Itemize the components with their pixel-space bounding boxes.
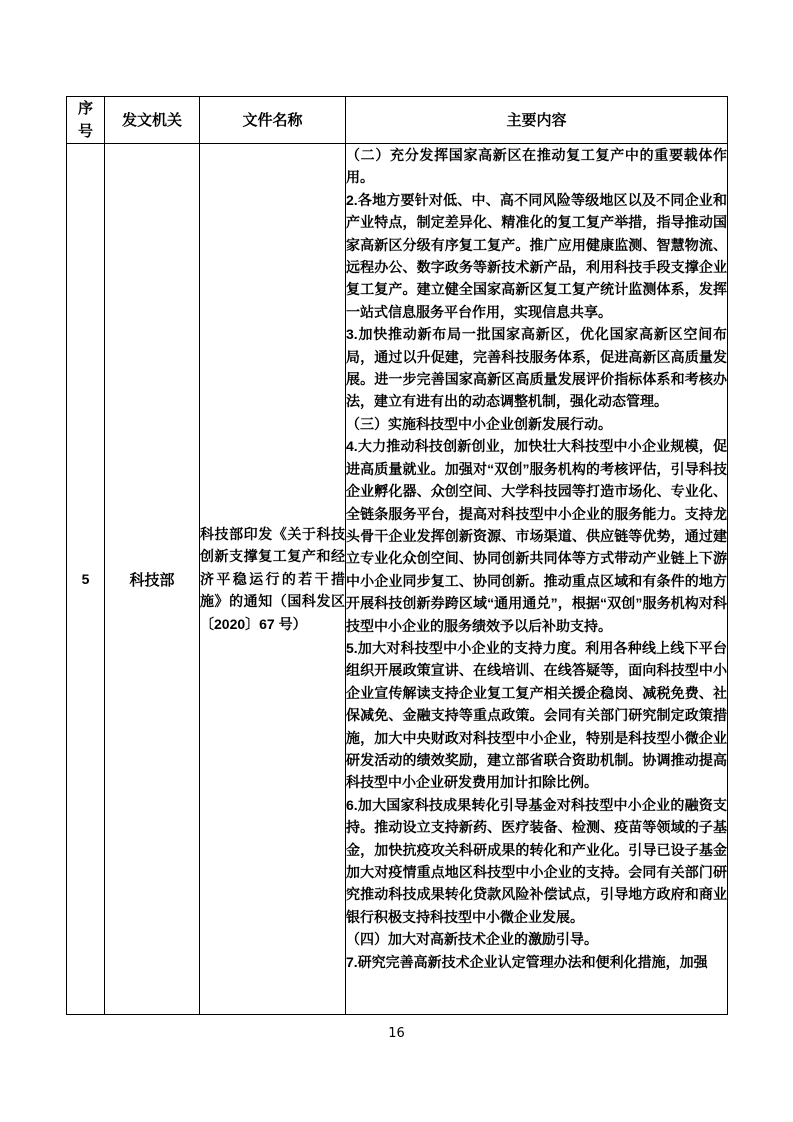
policy-documents-table <box>66 96 728 1015</box>
content-paragraph: （二）充分发挥国家高新区在推动复工复产中的重要载体作用。 <box>346 147 727 186</box>
row-main-content-cell <box>346 144 728 1015</box>
main-content-paragraphs <box>346 144 727 973</box>
content-paragraph: 6.加大国家科技成果转化引导基金对科技型中小企业的融资支持。推动设立支持新药、医疗装备、检测、疫苗等领域的子基金，加快抗疫攻关科研成果的转化和产业化。引导已设子基金加大对疫情重点地区科技型中小企业的支持。会同有关部门研究推动科技成果转化贷款风险补偿试点，引导地方政府和商业银行积极支持科技型中小微企业发展。 <box>346 796 727 925</box>
table-header-row <box>67 97 728 144</box>
column-header-agency: 发文机关 <box>105 97 200 144</box>
column-header-index <box>67 97 105 144</box>
content-paragraph: 3.加快推动新布局一批国家高新区，优化国家高新区空间布局，通过以升促建，完善科技服务体系，促进高新区高质量发展。进一步完善国家高新区高质量发展评价指标体系和考核办法，建立有进有出的动态调整机制，强化动态管理。 <box>346 326 727 410</box>
content-paragraph: 2.各地方要针对低、中、高不同风险等级地区以及不同企业和产业特点，制定差异化、精准化的复工复产举措，指导推动国家高新区分级有序复工复产。推广应用健康监测、智慧物流、远程办公、数字政务等新技术新产品，利用科技手段支撑企业复工复产。建立健全国家高新区复工复产统计监测体系，发挥一站式信息服务平台作用，实现信息共享。 <box>346 191 727 320</box>
column-header-main-content: 主要内容 <box>346 97 728 144</box>
row-index-cell: 5 <box>67 144 105 1015</box>
column-header-document-name: 文件名称 <box>200 97 346 144</box>
content-paragraph: （四）加大对高新技术企业的激励引导。 <box>346 931 598 948</box>
column-header-index-label: 序号 <box>77 100 93 140</box>
table-row <box>67 144 728 1015</box>
page-number: 16 <box>388 1026 405 1041</box>
content-paragraph: 4.大力推动科技创新创业，加快壮大科技型中小企业规模，促进高质量就业。加强对“双创”服务机构的考核评估，引导科技企业孵化器、众创空间、大学科技园等打造市场化、专业化、全链条服务平台，提高对科技型中小企业的服务能力。支持龙头骨干企业发挥创新资源、市场渠道、供应链等优势，通过建立专业化众创空间、协同创新共同体等方式带动产业链上下游中小企业同步复工、协同创新。推动重点区域和有条件的地方开展科技创新券跨区域“通用通兑”，根据“双创”服务机构对科技型中小企业的服务绩效予以后补助支持。 <box>346 438 727 634</box>
row-document-name-cell: 科技部印发《关于科技创新支撑复工复产和经济平稳运行的若干措施》的通知（国科发区〔2020〕67 号） <box>200 144 346 1015</box>
content-paragraph: （三）实施科技型中小企业创新发展行动。 <box>346 415 612 432</box>
row-agency-cell: 科技部 <box>105 144 200 1015</box>
content-paragraph: 7.研究完善高新技术企业认定管理办法和便利化措施，加强 <box>346 953 708 970</box>
content-paragraph: 5.加大对科技型中小企业的支持力度。利用各种线上线下平台组织开展政策宣讲、在线培训、在线答疑等，面向科技型中小企业宣传解读支持企业复工复产相关援企稳岗、减税免费、社保减免、金融支持等重点政策。会同有关部门研究制定政策措施，加大中央财政对科技型中小企业，特别是科技型小微企业研发活动的绩效奖励，建立部省联合资助机制。协调推动提高科技型中小企业研发费用加计扣除比例。 <box>346 639 727 791</box>
